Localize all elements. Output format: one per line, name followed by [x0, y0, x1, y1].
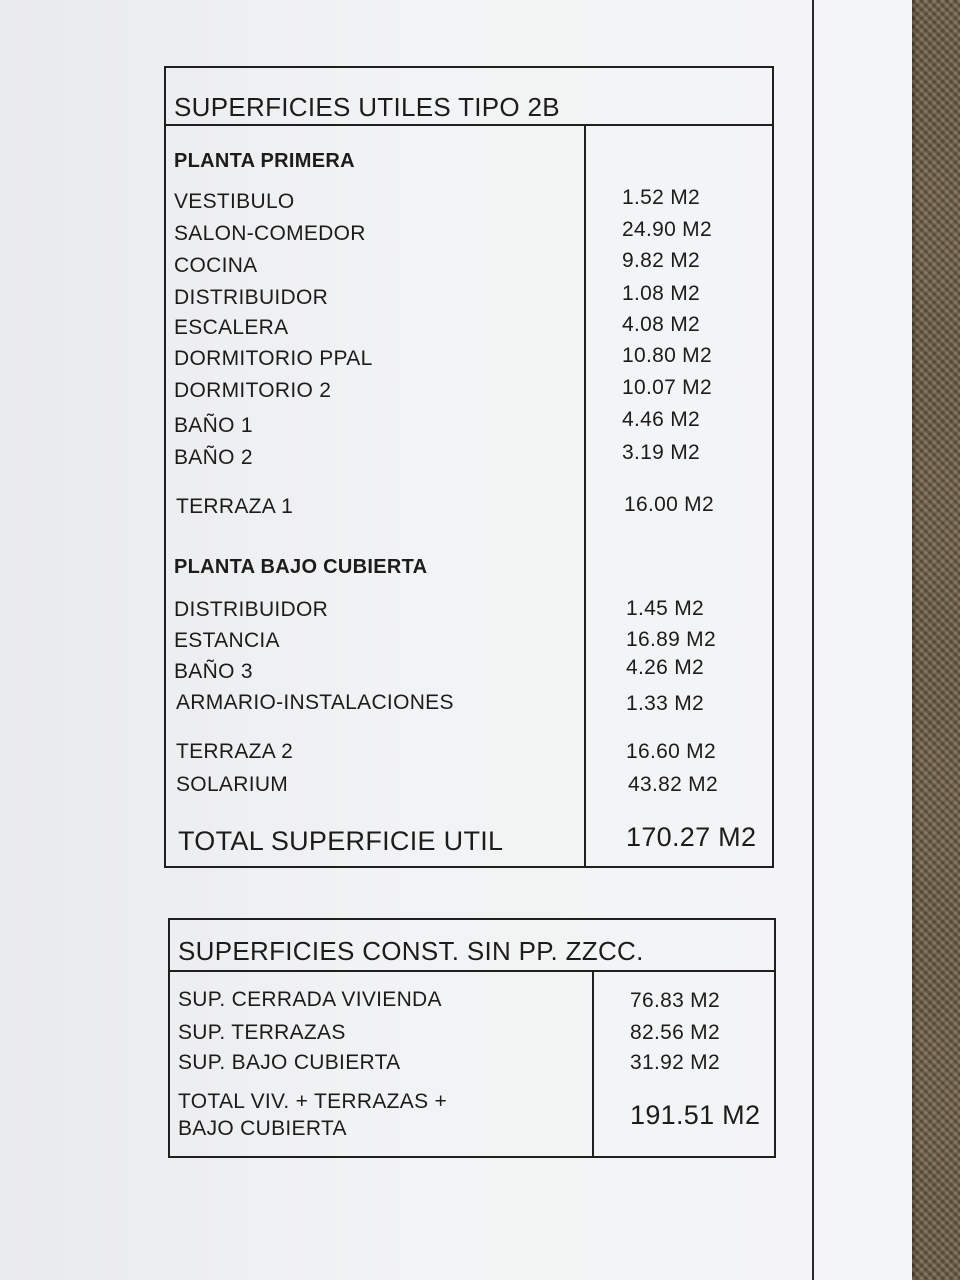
row-label: DORMITORIO PPAL [174, 347, 373, 370]
row-value: 9.82 M2 [622, 249, 700, 272]
row-label: BAÑO 2 [174, 446, 253, 469]
section-planta-primera: PLANTA PRIMERA [174, 150, 355, 172]
row-label: SALON-COMEDOR [174, 222, 366, 245]
row-value: 43.82 M2 [628, 773, 718, 796]
row-value: 82.56 M2 [630, 1021, 720, 1044]
margin-rule [812, 0, 814, 1280]
row-label: ESCALERA [174, 316, 289, 339]
total-label-line-1: TOTAL VIV. + TERRAZAS + [178, 1090, 448, 1113]
row-value: 1.08 M2 [622, 282, 700, 305]
usable-area-title: SUPERFICIES UTILES TIPO 2B [166, 68, 772, 126]
row-value: 76.83 M2 [630, 989, 720, 1012]
row-value: 31.92 M2 [630, 1051, 720, 1074]
total-usable-value: 170.27 M2 [626, 822, 757, 852]
row-value: 10.07 M2 [622, 376, 712, 399]
constructed-area-table [168, 918, 776, 1158]
row-label: COCINA [174, 254, 258, 277]
row-label: VESTIBULO [174, 190, 295, 213]
constructed-area-title: SUPERFICIES CONST. SIN PP. ZZCC. [170, 920, 774, 972]
row-label: SUP. BAJO CUBIERTA [178, 1051, 401, 1074]
row-value: 4.46 M2 [622, 408, 700, 431]
row-value: 4.26 M2 [626, 656, 704, 679]
row-value: 1.52 M2 [622, 186, 700, 209]
row-label: DISTRIBUIDOR [174, 598, 329, 621]
row-value: 4.08 M2 [622, 313, 700, 336]
row-label: ARMARIO-INSTALACIONES [176, 691, 454, 714]
row-label: TERRAZA 2 [176, 740, 294, 763]
usable-area-table [164, 66, 774, 868]
section-planta-bajo-cubierta: PLANTA BAJO CUBIERTA [174, 556, 428, 578]
row-value: 16.89 M2 [626, 628, 716, 651]
row-value: 3.19 M2 [622, 441, 700, 464]
row-value: 1.45 M2 [626, 597, 704, 620]
column-divider [584, 124, 586, 868]
row-value: 1.33 M2 [626, 692, 704, 715]
row-value: 10.80 M2 [622, 344, 712, 367]
row-label: SOLARIUM [176, 773, 289, 796]
row-label: DISTRIBUIDOR [174, 286, 329, 309]
row-label: TERRAZA 1 [176, 495, 294, 518]
row-label: BAÑO 3 [174, 660, 253, 683]
total-usable-label: TOTAL SUPERFICIE UTIL [178, 826, 504, 856]
row-label: SUP. TERRAZAS [178, 1021, 346, 1044]
row-label: ESTANCIA [174, 629, 280, 652]
row-label: DORMITORIO 2 [174, 379, 332, 402]
total-label-line-2: BAJO CUBIERTA [178, 1117, 347, 1140]
row-value: 24.90 M2 [622, 218, 712, 241]
column-divider [592, 970, 594, 1158]
row-label: BAÑO 1 [174, 414, 253, 437]
row-value: 16.00 M2 [624, 493, 714, 516]
total-constructed-value: 191.51 M2 [630, 1100, 761, 1130]
row-value: 16.60 M2 [626, 740, 716, 763]
row-label: SUP. CERRADA VIVIENDA [178, 988, 442, 1011]
